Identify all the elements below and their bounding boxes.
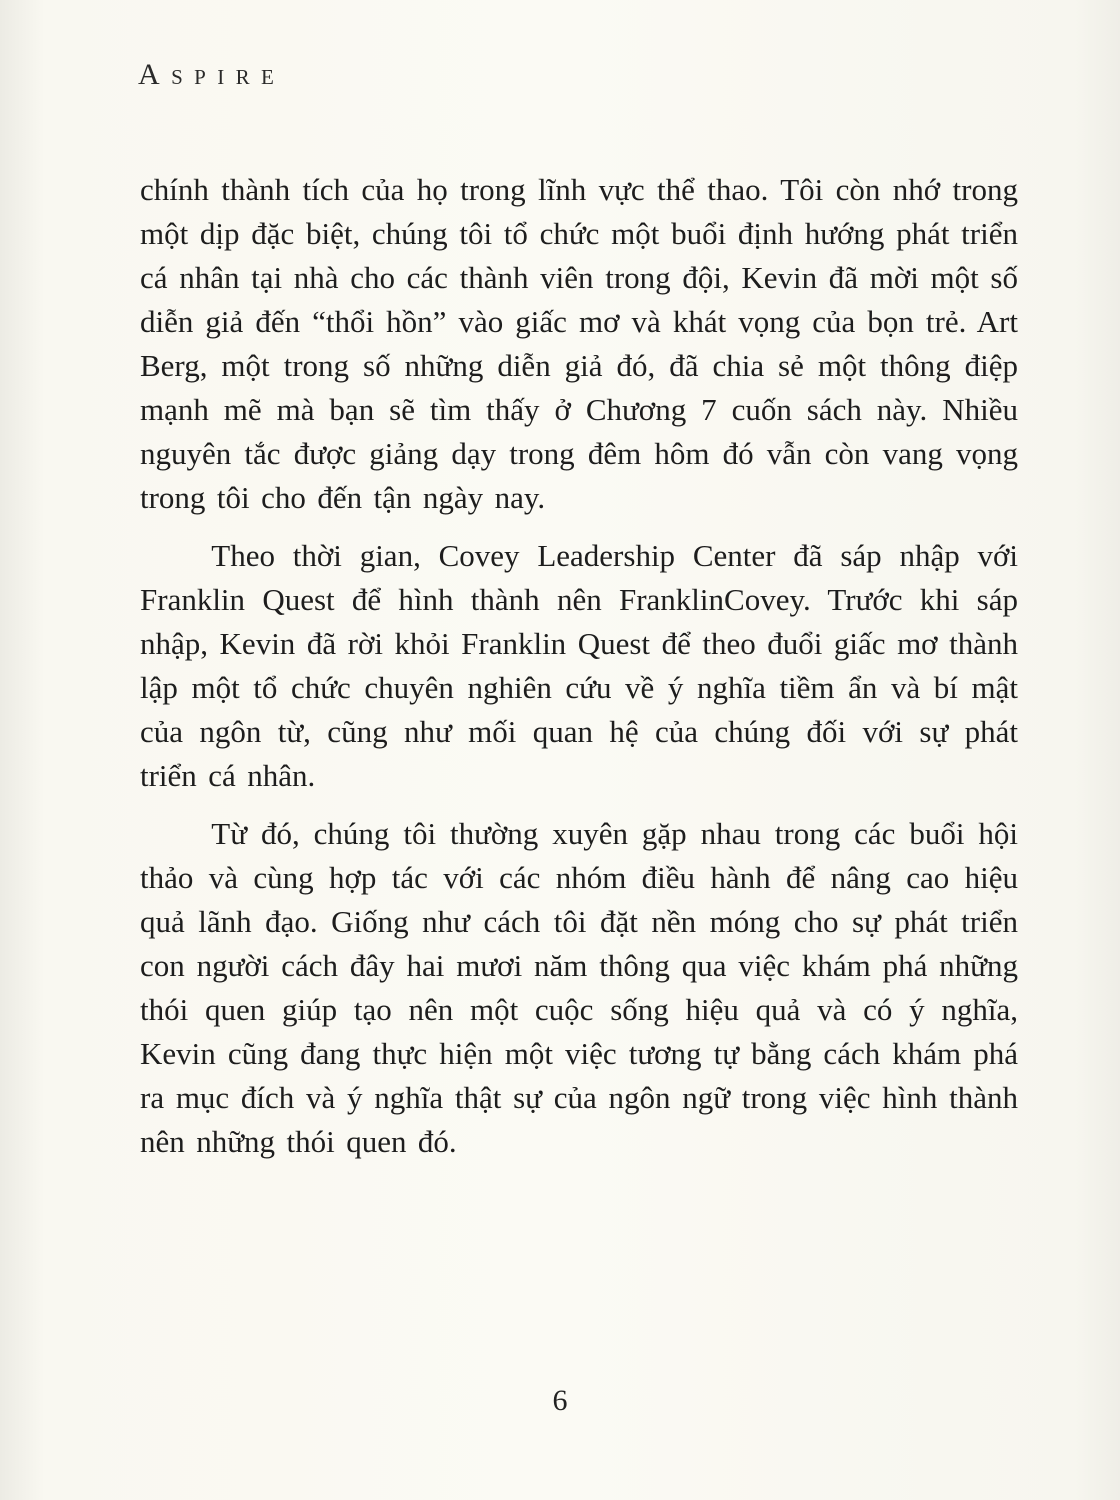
body-text — [140, 168, 1018, 1178]
paragraph: chính thành tích của họ trong lĩnh vực thể thao. Tôi còn nhớ trong một dịp đặc biệt, chúng tôi tổ chức một buổi định hướng phát triển cá nhân tại nhà cho các thành viên trong đội, Kevin đã mời một số diễn giả đến “thổi hồn” vào giấc mơ và khát vọng của bọn trẻ. Art Berg, một trong số những diễn giả đó, đã chia sẻ một thông điệp mạnh mẽ mà bạn sẽ tìm thấy ở Chương 7 cuốn sách này. Nhiều nguyên tắc được giảng dạy trong đêm hôm đó vẫn còn vang vọng trong tôi cho đến tận ngày nay. — [140, 172, 1018, 516]
running-header: Aspire — [138, 58, 286, 91]
page-number: 6 — [552, 1384, 568, 1417]
paragraph: Từ đó, chúng tôi thường xuyên gặp nhau trong các buổi hội thảo và cùng hợp tác với các nhóm điều hành để nâng cao hiệu quả lãnh đạo. Giống như cách tôi đặt nền móng cho sự phát triển con người cách đây hai mươi năm thông qua việc khám phá những thói quen giúp tạo nên một cuộc sống hiệu quả và có ý nghĩa, Kevin cũng đang thực hiện một việc tương tự bằng cách khám phá ra mục đích và ý nghĩa thật sự của ngôn ngữ trong việc hình thành nên những thói quen đó. — [140, 816, 1018, 1160]
paragraph: Theo thời gian, Covey Leadership Center đã sáp nhập với Franklin Quest để hình thành nên FranklinCovey. Trước khi sáp nhập, Kevin đã rời khỏi Franklin Quest để theo đuổi giấc mơ thành lập một tổ chức chuyên nghiên cứu về ý nghĩa tiềm ẩn và bí mật của ngôn từ, cũng như mối quan hệ của chúng đối với sự phát triển cá nhân. — [140, 538, 1018, 794]
